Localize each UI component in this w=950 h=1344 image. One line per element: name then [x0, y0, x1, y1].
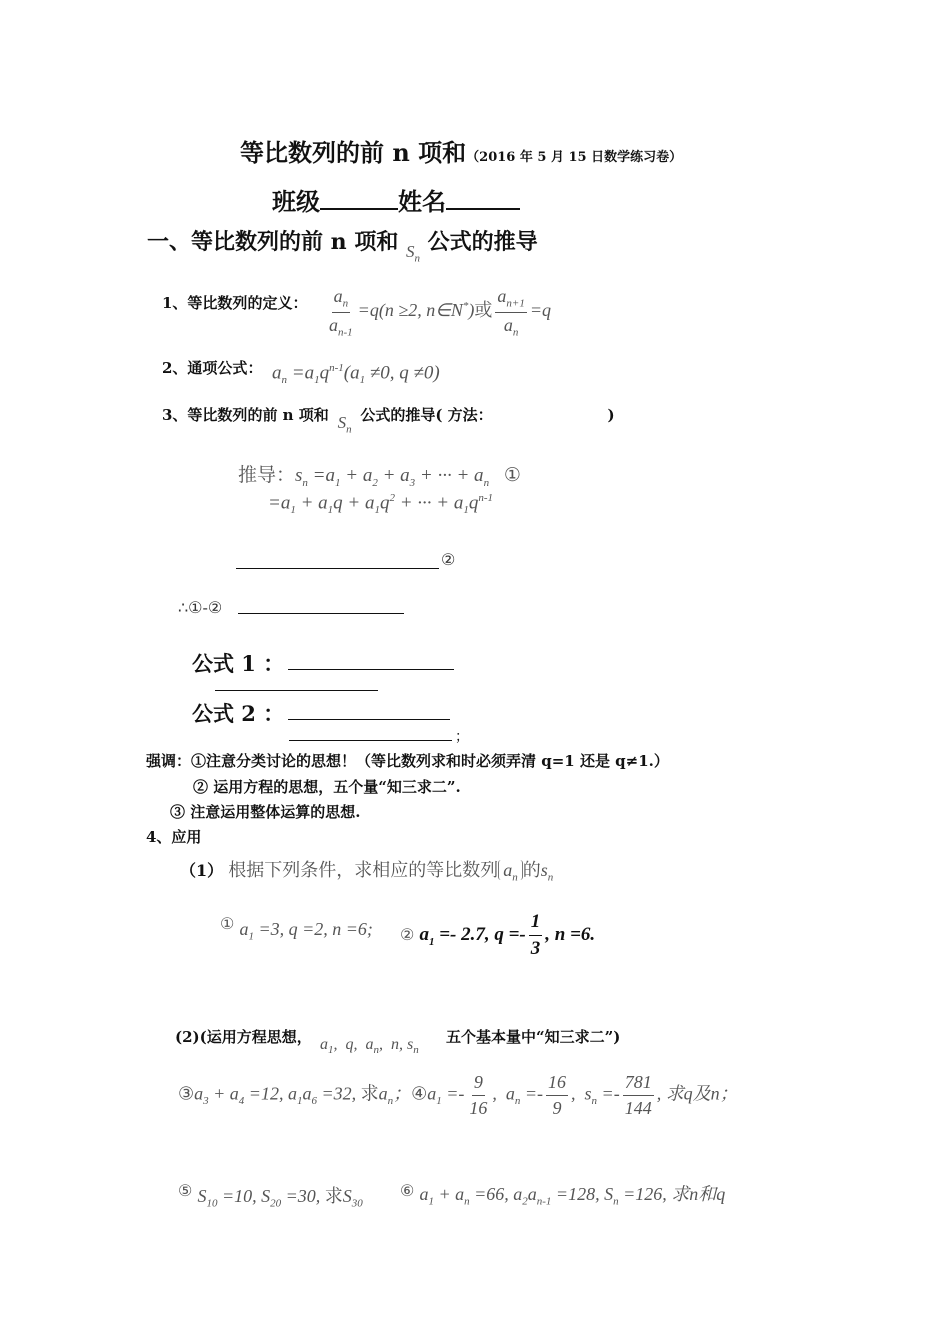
formula1-blank[interactable] [288, 669, 454, 670]
problem1-prompt: （1） 根据下列条件，求相应的等比数列 $a_n$ 的$s_n$ [180, 860, 554, 884]
application-label: 4、应用 [146, 828, 202, 846]
problem2-suffix: 五个基本量中“知三求二”) [446, 1028, 621, 1046]
page-title: 等比数列的前 n 项和（2016 年 5 月 15 日数学练习卷） [240, 138, 683, 167]
definition-label: 1、等比数列的定义： [162, 294, 308, 312]
formula1-blank-2[interactable] [215, 690, 378, 691]
blank-line-subtract[interactable] [238, 613, 404, 614]
name-blank[interactable] [446, 184, 520, 210]
emphasis-label: 强调： [146, 752, 192, 770]
subtract-label: ∴①-② [178, 598, 223, 617]
class-name-line [272, 182, 520, 217]
formula2-blank-2[interactable] [289, 740, 452, 741]
question-2: ② $a_1 =- 2.7$, q =- $\frac{1}{3}$ , n =6. [400, 911, 596, 959]
formula1-label: 公式 1 ： [192, 651, 285, 676]
class-label: 班级 [272, 187, 320, 216]
class-blank[interactable] [320, 184, 398, 210]
derivation-line-1: 推导：$s_n =a_1 + a_2 + a_3$ + ··· + $a_n$ ① [238, 464, 521, 489]
question-5: ⑤ $S_{10} =10$, $S_{20} =30$, 求$S_{30}$ [178, 1181, 363, 1210]
derivation-label: 3、等比数列的前 n 项和 $S_n$ 公式的推导( 方法： ) [162, 406, 615, 436]
problem2-label: (2)(运用方程思想， [175, 1028, 312, 1046]
question-1: ① $a_1 =3$, q =2, n =6; [220, 914, 373, 943]
emphasis-line-2: ② 运用方程的思想，五个量“知三求二”. [193, 778, 461, 796]
blank-line-eq2[interactable] [236, 568, 439, 569]
question-3-4: $③a_3 + a_4 =12$, $a_1a_6 =32$, 求$a_n$；$④a_1$ =- $\frac{9}{16}$ , $a_n$ =- $\frac{16}{9}$ , $s_n$ =- $\frac{781}{144}$ , 求q及n； [178, 1072, 738, 1118]
question-6: ⑥ $a_1 + a_n =66$, $a_2a_{n-1} =128$, $S_n =126$, 求n和q [400, 1181, 726, 1208]
section1-heading: 一、等比数列的前 n 项和 $_{S_n}$ 公式的推导 [147, 229, 538, 265]
general-term-formula: $a_n =a_1q^{n-1}(a_1 \ne 0$, q ≠0) [272, 362, 440, 387]
emphasis-line-1: 强调：①注意分类讨论的思想！（等比数列求和时必须弄清 q=1 还是 q≠1.） [146, 752, 669, 770]
definition-formula: $\frac{a_n}{a_{n-1}}$ =q(n ≥2, n∈N*)或 $\frac{a_{n+1}}{a_n}$ =q [329, 286, 551, 339]
formula2-blank[interactable] [288, 719, 450, 720]
title-date-note: （2016 年 5 月 15 日数学练习卷） [466, 150, 683, 165]
general-term-label: 2、通项公式： [162, 359, 263, 377]
derivation-line-2: $=a_1 + a_1q + a_1q^2$ + ··· + $a_1q^{n-1}$ [268, 492, 494, 517]
five-quantities: $a_1$, q, $a_n$, n, $s_n$ [320, 1036, 419, 1057]
eq2-mark: ② [441, 550, 456, 569]
name-label: 姓名 [398, 187, 446, 216]
formula2-label: 公式 2 ： [192, 701, 285, 726]
emphasis-line-3: ③ 注意运用整体运算的思想. [170, 803, 361, 821]
